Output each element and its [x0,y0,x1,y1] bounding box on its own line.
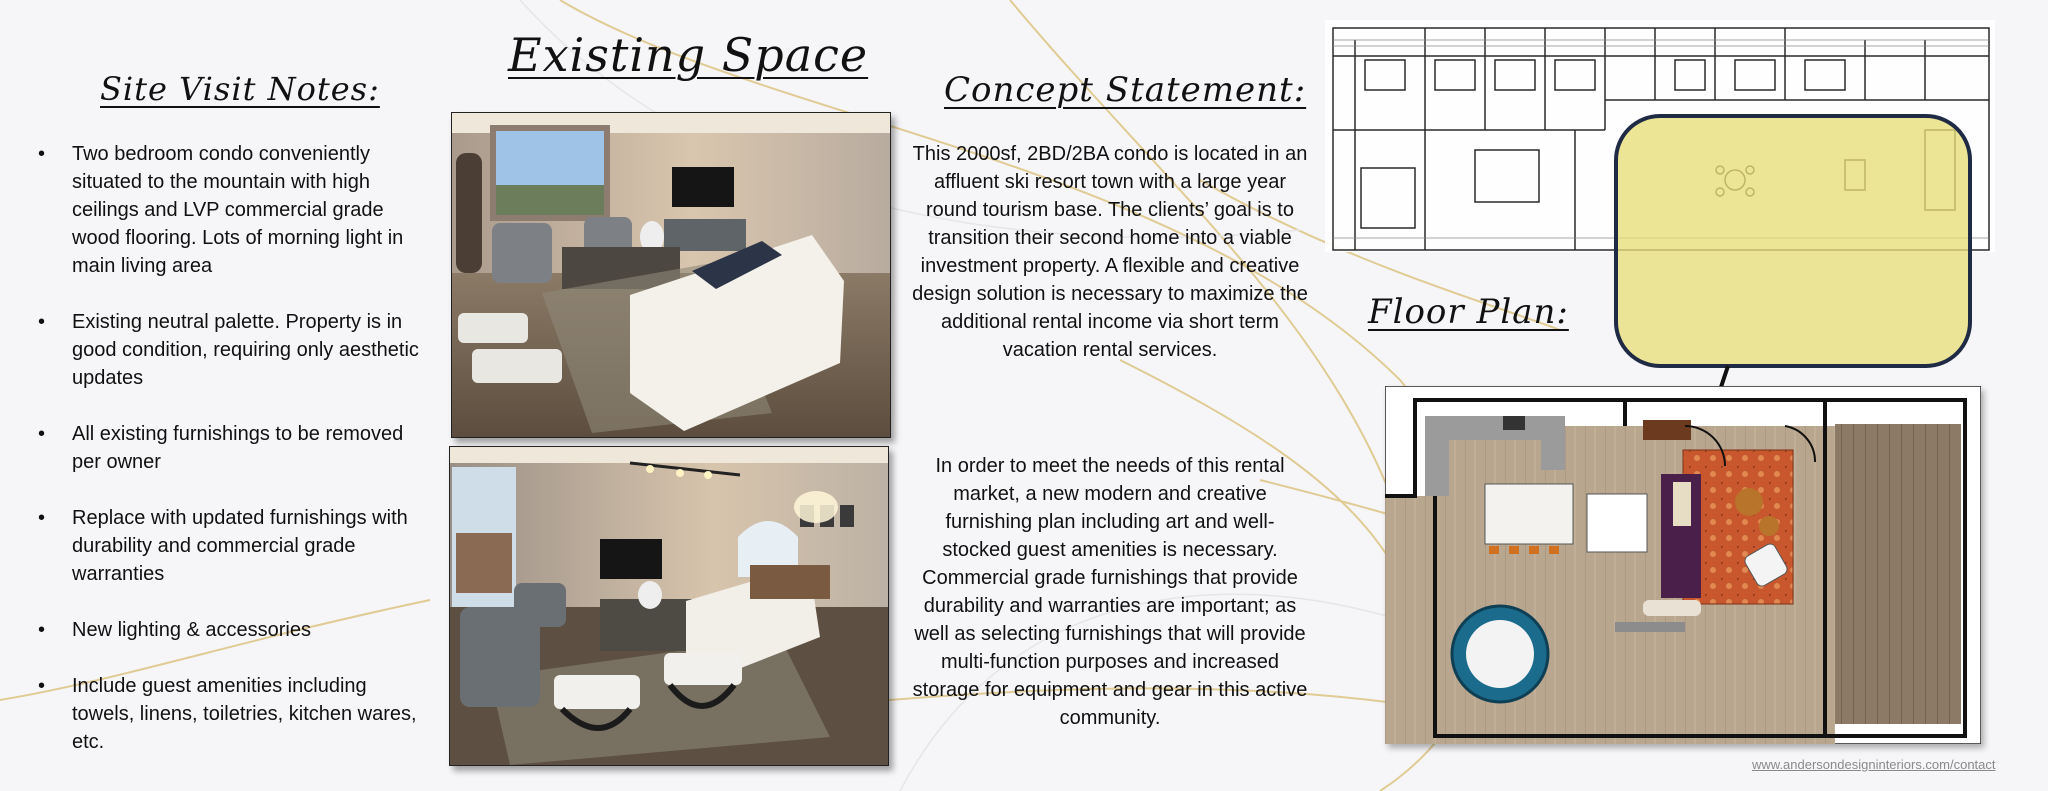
site-visit-notes-heading: Site Visit Notes: [100,70,380,108]
living-area-callout-highlight [1614,114,1972,368]
bullet: • [38,311,46,333]
note-text: All existing furnishings to be removed per owner [72,423,404,473]
website-contact-link[interactable]: www.andersondesigninteriors.com/contact [1752,757,1996,772]
bullet: • [38,619,46,641]
note-text: Replace with updated furnishings with durability and commercial grade warranties [72,507,408,585]
site-visit-notes-list [36,140,426,784]
bullet: • [38,143,46,165]
bullet: • [38,675,46,697]
note-text: New lighting & accessories [72,619,311,641]
rendered-floor-plan [1385,386,1981,744]
note-item [36,308,426,392]
concept-paragraph-1: This 2000sf, 2BD/2BA condo is located in an affluent ski resort town with a large year round tourism base. The clients’ goal is to transition their second home into a viable investment property. A flexible and creative design solution is necessary to maximize the additional rental income via short term vacation rental services. [912,143,1308,361]
existing-space-heading: Existing Space [508,28,869,82]
bullet: • [38,423,46,445]
note-item [36,616,426,644]
note-item [36,140,426,280]
floor-plan-heading: Floor Plan: [1368,292,1569,332]
concept-statement-heading: Concept Statement: [944,70,1307,110]
existing-living-room-photo [451,112,891,438]
note-text: Include guest amenities including towels, linens, toiletries, kitchen wares, etc. [72,675,417,753]
existing-dining-living-photo [449,446,889,766]
note-item [36,420,426,476]
concept-paragraph-2: In order to meet the needs of this rental market, a new modern and creative furnishing plan including art and well-stocked guest amenities is necessary. Commercial grade furnishings that provide durability and warranties are important; as well as selecting furnishings that will provide multi-function purposes and increased storage for equipment and gear in this active community. [912,455,1308,729]
note-text: Existing neutral palette. Property is in good condition, requiring only aesthetic updates [72,311,419,389]
note-item [36,504,426,588]
note-item [36,672,426,756]
bullet: • [38,507,46,529]
note-text: Two bedroom condo conveniently situated to the mountain with high ceilings and LVP commercial grade wood flooring. Lots of morning light in main living area [72,143,404,277]
